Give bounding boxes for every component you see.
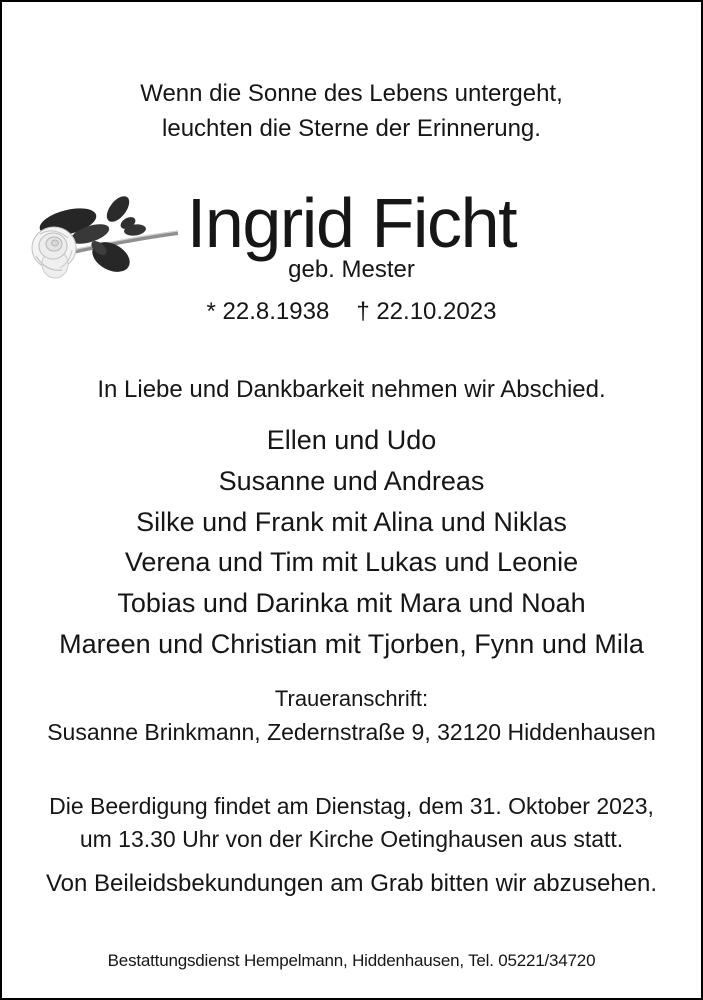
mourner-line: Mareen und Christian mit Tjorben, Fynn und Mila bbox=[59, 628, 644, 659]
life-dates bbox=[2, 298, 701, 326]
undertaker-info: Bestattungsdienst Hempelmann, Hiddenhausen, Tel. 05221/34720 bbox=[107, 951, 596, 970]
death-date: † 22.10.2023 bbox=[356, 298, 497, 325]
mourner-line: Silke und Frank mit Alina und Niklas bbox=[136, 506, 567, 537]
mourner-line: Verena und Tim mit Lukas und Leonie bbox=[124, 547, 579, 578]
funeral-line-1: Die Beerdigung findet am Dienstag, dem 31. Oktober 2023, bbox=[49, 793, 654, 819]
condolence-address-label: Traueranschrift: bbox=[274, 686, 429, 711]
mourners-list bbox=[2, 420, 701, 665]
funeral-info bbox=[2, 790, 701, 856]
deceased-name: Ingrid Ficht bbox=[186, 184, 517, 262]
epitaph-line-1: Wenn die Sonne des Lebens untergeht, bbox=[140, 80, 563, 107]
mourner-line: Tobias und Darinka mit Mara und Noah bbox=[117, 588, 586, 619]
funeral-line-2: um 13.30 Uhr von der Kirche Oetinghausen aus statt. bbox=[79, 826, 624, 852]
epitaph bbox=[2, 76, 701, 146]
birth-date: * 22.8.1938 bbox=[206, 298, 330, 325]
condolence-note: Von Beileidsbekundungen am Grab bitten wir abzusehen. bbox=[45, 870, 658, 897]
mourner-line: Susanne und Andreas bbox=[218, 465, 485, 496]
mourner-line: Ellen und Udo bbox=[266, 425, 437, 455]
maiden-name: geb. Mester bbox=[288, 256, 415, 283]
condolence-address-value: Susanne Brinkmann, Zedernstraße 9, 32120 Hiddenhausen bbox=[47, 719, 656, 745]
epitaph-line-2: leuchten die Sterne der Erinnerung. bbox=[162, 115, 541, 142]
farewell-sentence: In Liebe und Dankbarkeit nehmen wir Abschied. bbox=[97, 376, 606, 403]
